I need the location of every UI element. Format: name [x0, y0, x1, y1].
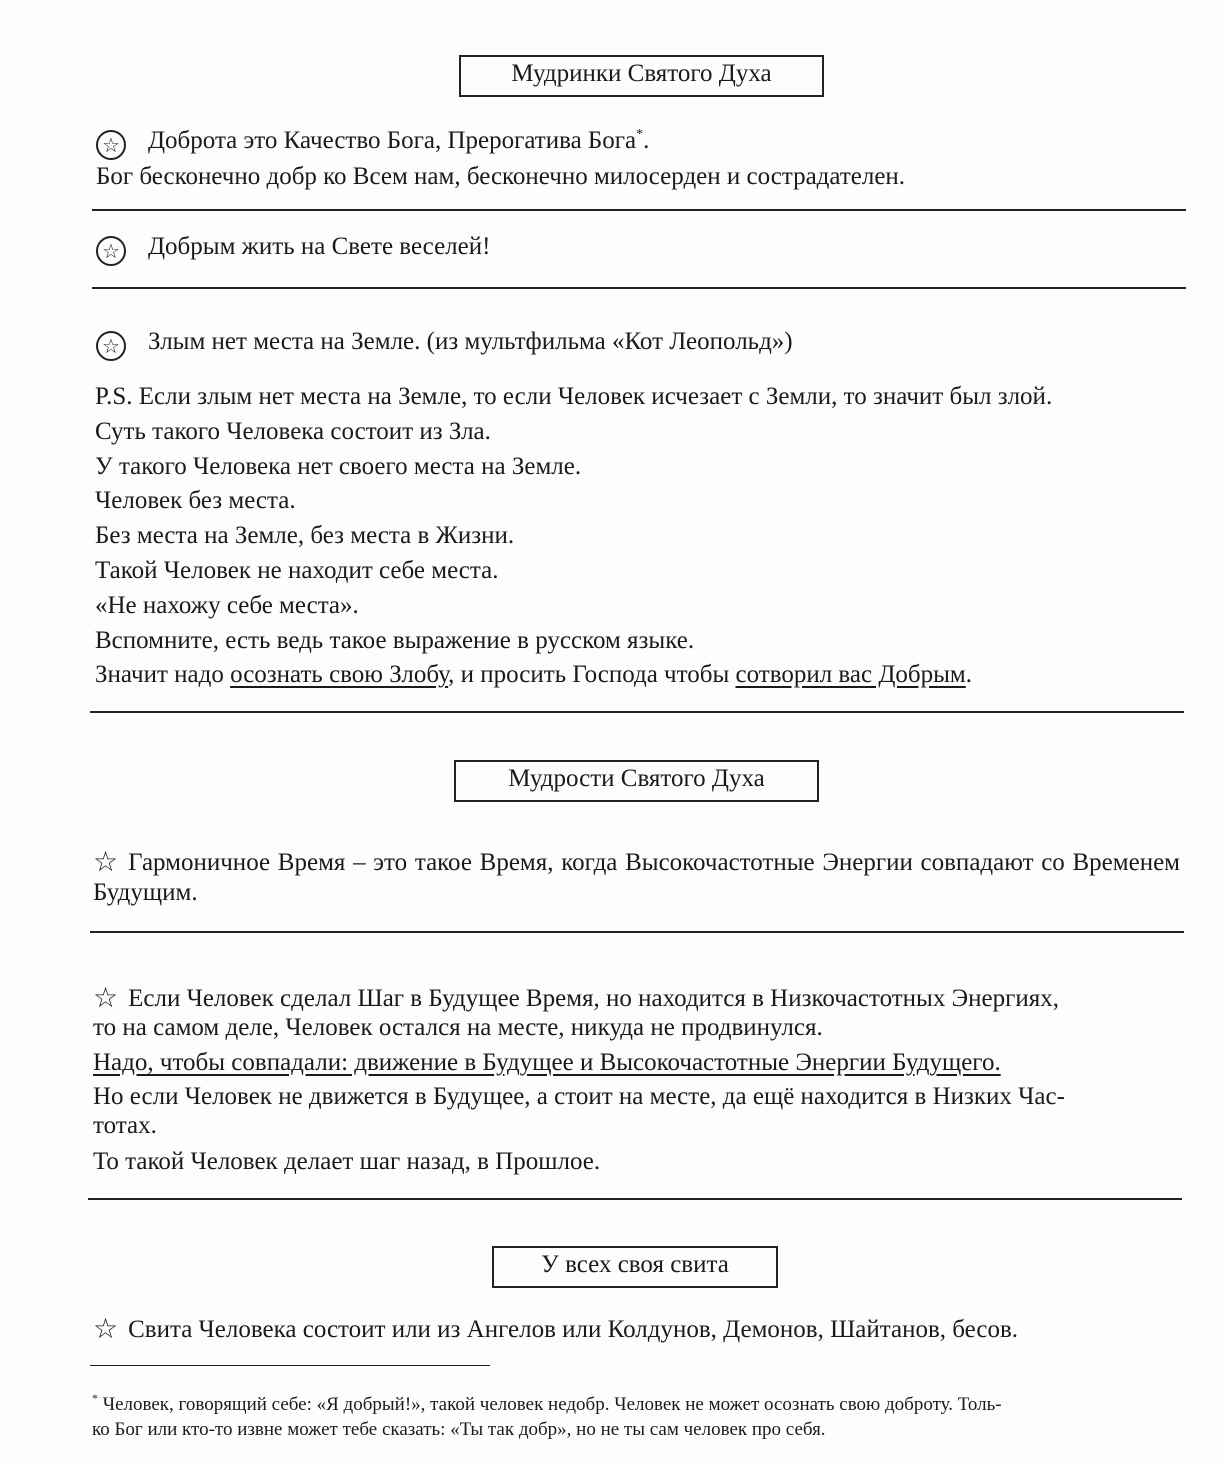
divider — [88, 1198, 1182, 1200]
section-title-text: Мудринки Святого Духа — [511, 60, 772, 87]
commentary-line: «Не нахожу себе места». — [95, 591, 359, 619]
circled-star-icon: ☆ — [96, 236, 126, 266]
saying-commentary — [95, 380, 1185, 693]
saying-retinue — [93, 1313, 1183, 1347]
circled-star-icon: ☆ — [96, 331, 126, 361]
footnote-marker[interactable]: * — [636, 127, 644, 142]
saying-line: Но если Человек не движется в Будущее, а стоит на месте, да ещё находится в Низких Час- — [93, 1083, 1065, 1110]
saying-line: То такой Человек делает шаг назад, в Прошлое. — [93, 1148, 601, 1175]
commentary-line: У такого Человека нет своего места на Земле. — [95, 452, 582, 480]
saying-line: ☆ Если Человек сделал Шаг в Будущее Время, но находится в Низкочастотных Энергиях, — [93, 981, 1059, 1014]
divider — [92, 287, 1186, 289]
saying-kindness — [96, 118, 1186, 194]
footnote — [92, 1386, 1187, 1442]
section-title-retinue — [492, 1246, 778, 1288]
saying-step-into-future — [93, 983, 1183, 1042]
commentary-line: Вспомните, есть ведь такое выражение в русском языке. — [95, 626, 695, 654]
commentary-line: Значит надо осознать свою Злобу, и просить Господа чтобы сотворил вас Добрым. — [95, 661, 972, 689]
footnote-line: ко Бог или кто-то извне может тебе сказать: «Ты так добр», но не ты сам человек про себя. — [92, 1419, 826, 1440]
divider — [90, 711, 1184, 713]
star-outline-icon: ☆ — [93, 981, 119, 1014]
circled-star-icon: ☆ — [96, 130, 126, 160]
saying-no-place-for-evil — [96, 325, 1186, 361]
star-outline-icon: ☆ — [93, 845, 119, 878]
saying-line: ☆ Свита Человека состоит или из Ангелов или Колдунов, Демонов, Шайтанов, бесов. — [93, 1312, 1019, 1345]
saying-line: ☆ Добрым жить на Свете веселей! — [96, 230, 1186, 266]
saying-line: ☆ Злым нет места на Земле. (из мультфильма «Кот Леопольд») — [96, 325, 1186, 361]
section-title-wisdoms — [454, 760, 819, 802]
saying-line: Бог бесконечно добр ко Всем нам, бесконечно милосерден и сострадателен. — [96, 163, 906, 190]
saying-harmonious-time: ☆ Гармоничное Время – это такое Время, когда Высокочастотные Энергии совпадают со Временем Будущим. — [93, 845, 1180, 906]
saying-step-into-future-cont — [93, 1048, 1183, 1176]
footnote-separator — [90, 1365, 490, 1366]
commentary-line: Человек без места. — [95, 487, 296, 515]
saying-line: то на самом деле, Человек остался на месте, никуда не продвинулся. — [93, 1014, 823, 1041]
commentary-line: Суть такого Человека состоит из Зла. — [95, 417, 491, 445]
commentary-line: P.S. Если злым нет места на Земле, то если Человек исчезает с Земли, то значит был злой. — [95, 383, 1053, 410]
section-title-wisdoms-small — [459, 55, 824, 97]
section-title-text: Мудрости Святого Духа — [508, 765, 765, 792]
saying-line: ☆ Доброта это Качество Бога, Прерогатива Бога*. — [96, 118, 1186, 160]
section-title-text: У всех своя свита — [541, 1251, 729, 1278]
divider — [92, 209, 1186, 211]
commentary-line: Такой Человек не находит себе места. — [95, 556, 499, 584]
saying-line: тотах. — [93, 1112, 157, 1139]
star-outline-icon: ☆ — [93, 1312, 119, 1345]
saying-kind-life — [96, 230, 1186, 266]
commentary-line: Без места на Земле, без места в Жизни. — [95, 522, 515, 550]
underlined-phrase: Надо, чтобы совпадали: движение в Будущее и Высокочастотные Энергии Будущего. — [93, 1049, 1001, 1076]
divider — [90, 931, 1184, 933]
underlined-phrase: сотворил вас Добрым — [735, 661, 966, 689]
footnote-marker: * — [92, 1391, 98, 1405]
footnote-line: * Человек, говорящий себе: «Я добрый!», такой человек недобр. Человек не может осознать свою доброту. Толь- — [92, 1391, 1002, 1415]
underlined-phrase: осознать свою Злобу — [230, 661, 449, 689]
